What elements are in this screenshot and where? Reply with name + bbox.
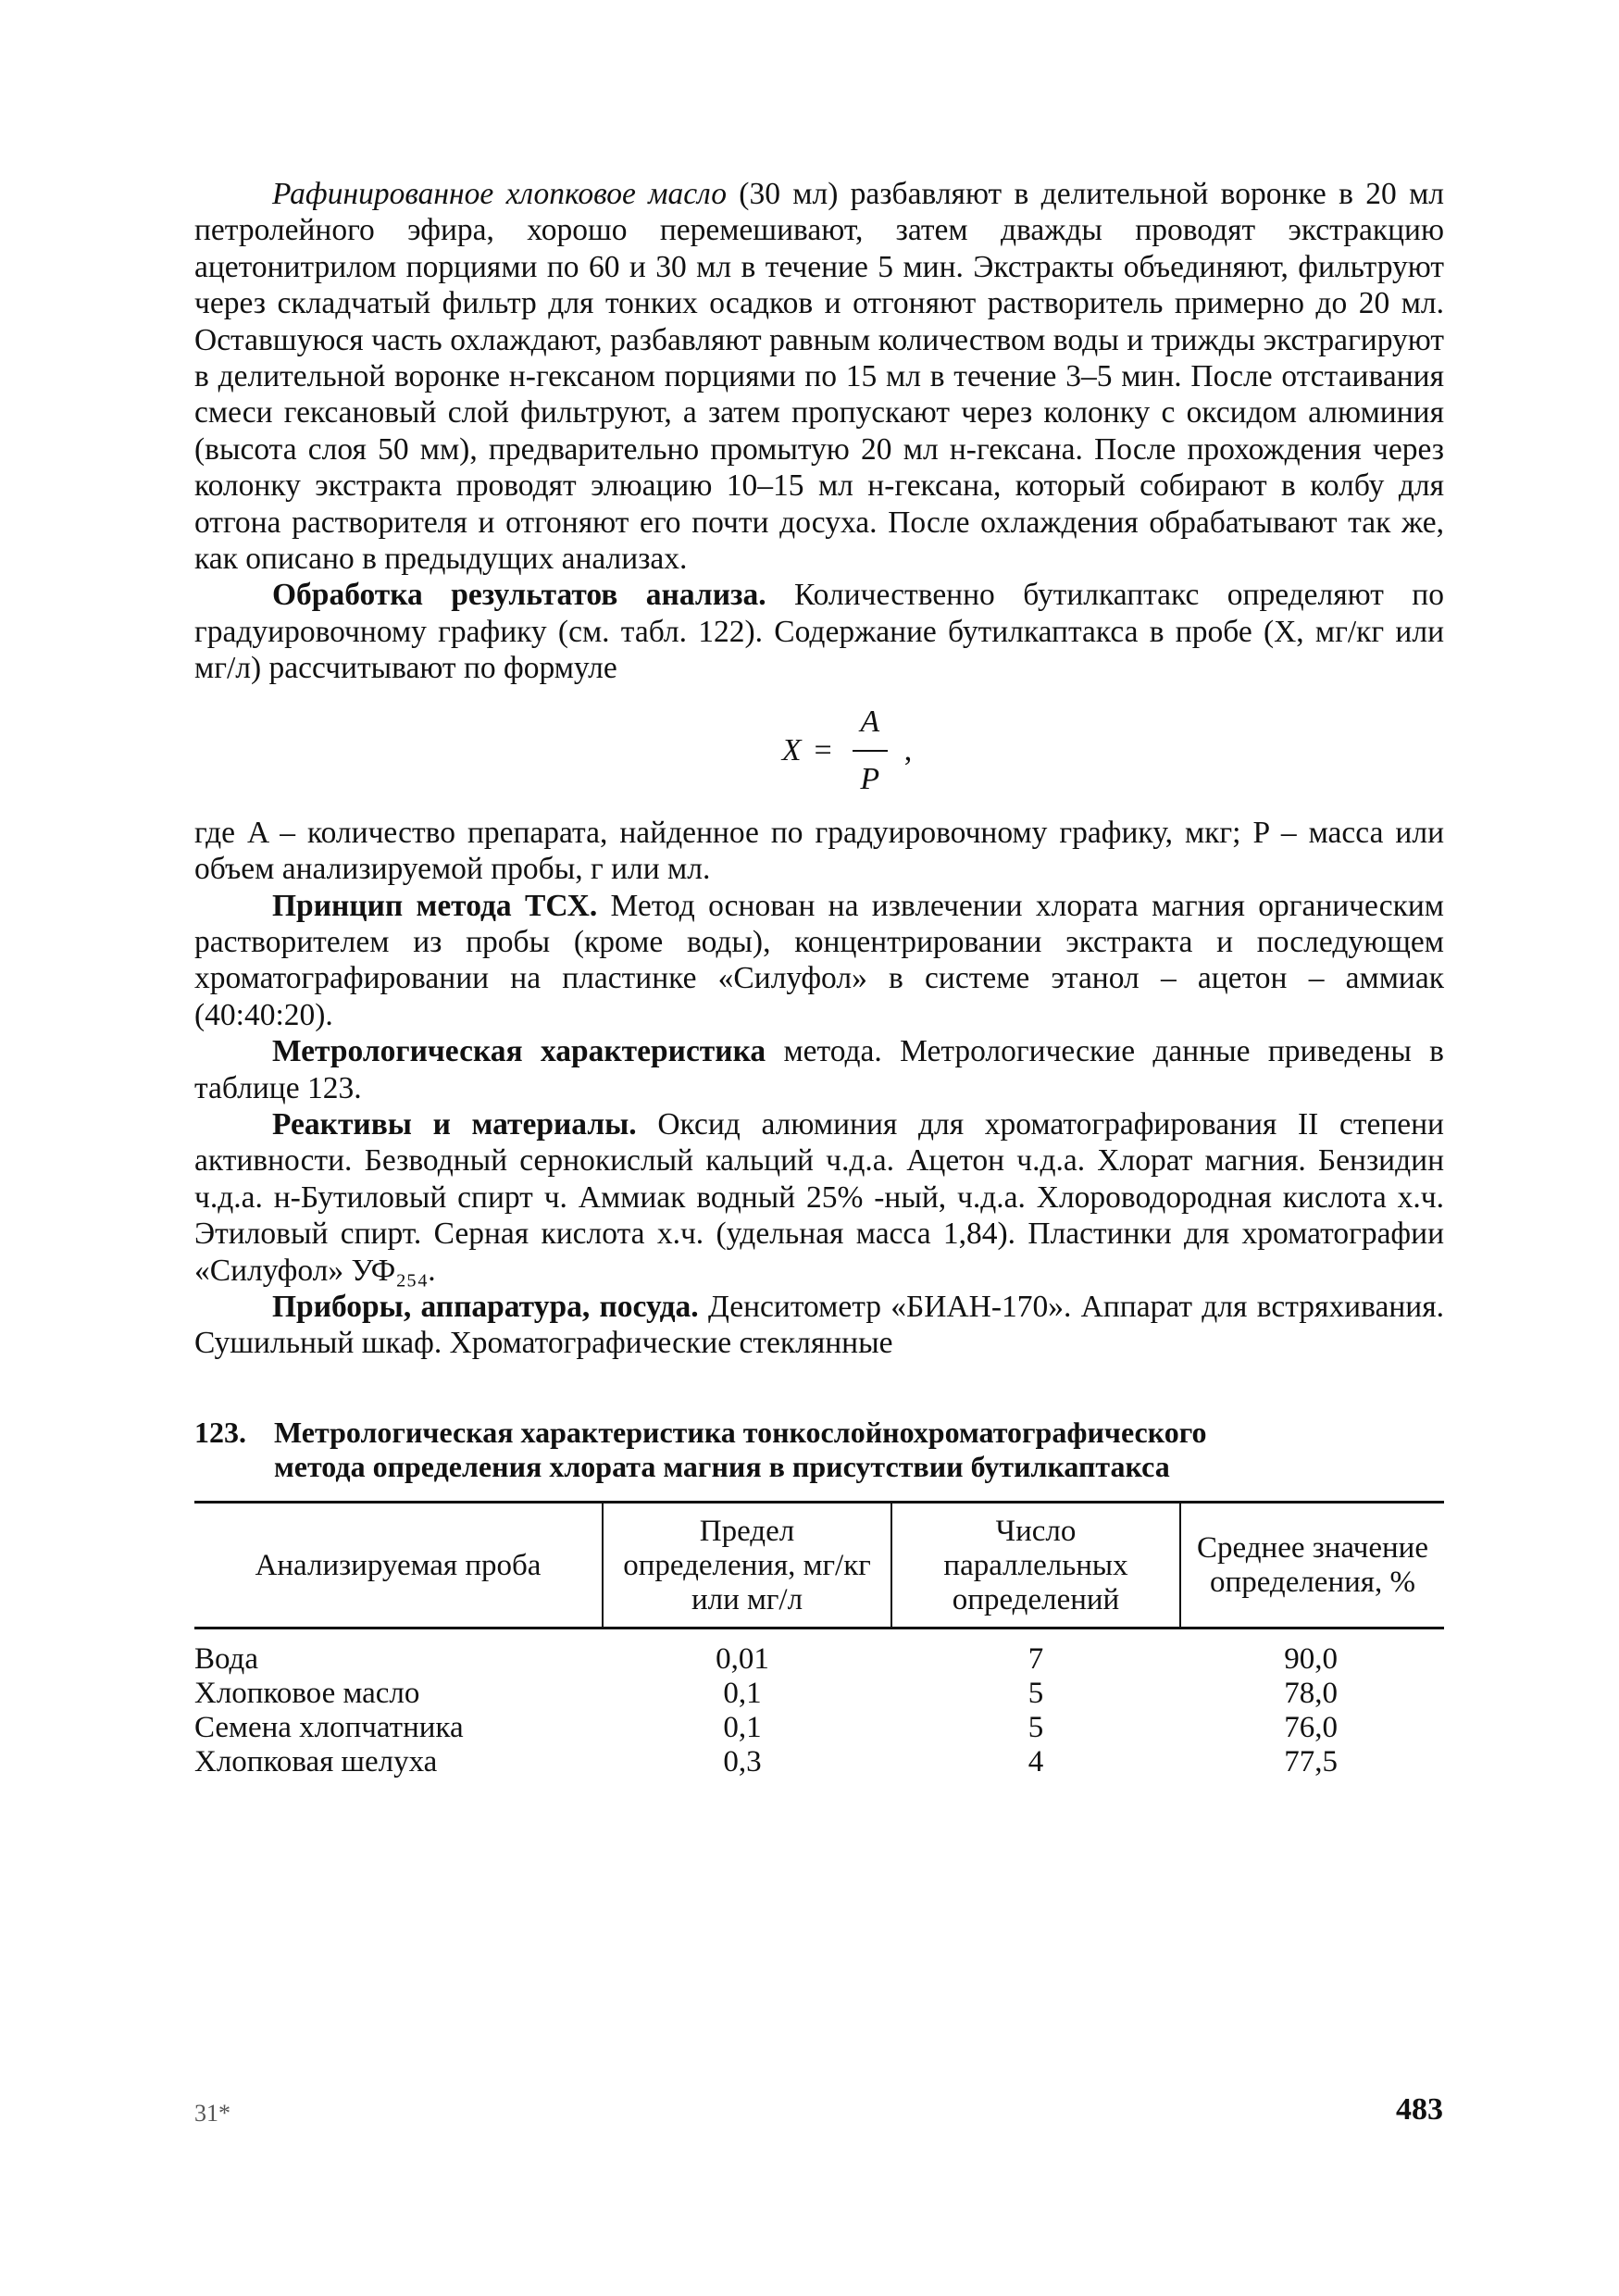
formula-numerator: A (860, 704, 880, 739)
formula-fraction (849, 704, 891, 798)
paragraph-text: метода. Метрологические данные приведены в таблице 123. (194, 1034, 1444, 1105)
cell-parallel-count: 5 (1027, 1676, 1044, 1710)
cell-parallel-count: 5 (1027, 1710, 1044, 1744)
page-number: 483 (1396, 2092, 1443, 2127)
table-title: Метрологическая характеристика тонкослойнохроматографического метода определения хлората магния в присутствии бутилкаптакса (274, 1415, 1207, 1483)
cell-detection-limit: 0,1 (723, 1676, 762, 1710)
fraction-bar (853, 750, 888, 752)
paragraph-lead: Приборы, аппаратура, посуда. (272, 1289, 699, 1324)
paragraph-lead: Метрологическая характеристика (272, 1034, 766, 1069)
page-body (194, 176, 1444, 1779)
paragraph-reagents (194, 1106, 1444, 1289)
formula-trail: , (903, 732, 913, 767)
cell-mean-value: 77,5 (1284, 1744, 1338, 1778)
cell-detection-limit: 0,1 (723, 1710, 762, 1744)
column-header-detection-limit: Предел определения, мг/кг или мг/л (603, 1502, 891, 1628)
formula-equals: = (814, 732, 832, 767)
table-row (194, 1677, 1444, 1711)
printer-signature-mark: 31* (194, 2100, 230, 2127)
table-row (194, 1628, 1444, 1677)
cell-sample: Хлопковое масло (194, 1676, 420, 1710)
metrology-table (194, 1501, 1444, 1779)
table-header-row (194, 1502, 1444, 1628)
paragraph-lead: Обработка результатов анализа. (272, 578, 766, 613)
cell-mean-value: 76,0 (1284, 1710, 1338, 1744)
column-header-sample: Анализируемая проба (194, 1502, 603, 1628)
cell-detection-limit: 0,01 (716, 1641, 769, 1676)
table-caption (194, 1416, 1444, 1484)
paragraph-text: Метод основан на извлечении хлората магния органическим растворителем из пробы (кроме воды), концентрировании экстракта и последующем хроматографировании на пластинке «Силуфол» в системе этанол – ацетон – аммиак (40:40:20). (194, 888, 1444, 1032)
formula-denominator: P (860, 761, 880, 796)
cell-mean-value: 78,0 (1284, 1676, 1338, 1710)
paragraph-refined-oil (194, 176, 1444, 577)
cell-sample: Вода (194, 1641, 258, 1676)
paragraph-metrology (194, 1033, 1444, 1106)
cell-parallel-count: 4 (1027, 1744, 1044, 1778)
paragraph-where: где A – количество препарата, найденное по градуировочному графику, мкг; P – масса или объем анализируемой пробы, г или мл. (194, 815, 1444, 887)
formula-lhs: X (781, 732, 802, 767)
cell-parallel-count: 7 (1027, 1641, 1044, 1676)
paragraph-text: Количественно бутилкаптакс определяют по градуировочному графику (см. табл. 122). Содержание бутилкаптакса в пробе (X, мг/кг или мг/л) рассчитывают по формуле (194, 578, 1444, 686)
paragraph-lead: Принцип метода ТСХ. (272, 888, 598, 923)
paragraph-tlc-principle (194, 888, 1444, 1034)
paragraph-text: Денситометр «БИАН-170». Аппарат для встряхивания. Сушильный шкаф. Хроматографические стеклянные (194, 1289, 1444, 1361)
formula (250, 687, 1444, 815)
cell-sample: Семена хлопчатника (194, 1710, 464, 1744)
column-header-mean-value: Среднее значение определения, % (1180, 1502, 1444, 1628)
table-row (194, 1711, 1444, 1745)
paragraph-text: Оксид алюминия для хроматографирования II степени активности. Безводный сернокислый кальций ч.д.а. Ацетон ч.д.а. Хлорат магния. Бензидин ч.д.а. н-Бутиловый спирт ч. Аммиак водный 25% -ный, ч.д.а. Хлороводородная кислота х.ч. Этиловый спирт. Серная кислота х.ч. (удельная масса 1,84). Пластинки для хроматографии «Силуфол» УФ₂₅₄. (194, 1106, 1444, 1288)
paragraph-equipment (194, 1289, 1444, 1362)
column-header-parallel-count: Число параллельных определений (891, 1502, 1180, 1628)
paragraph-lead: Рафинированное хлопковое масло (272, 177, 727, 211)
table-number: 123. (194, 1415, 246, 1449)
cell-mean-value: 90,0 (1284, 1641, 1338, 1676)
paragraph-text: (30 мл) разбавляют в делительной воронке в 20 мл петролейного эфира, хорошо перемешивают, затем дважды проводят экстракцию ацетонитрилом порциями по 60 и 30 мл в течение 5 мин. Экстракты объединяют, фильтруют через складчатый фильтр для тонких осадков и отгоняют растворитель примерно до 20 мл. Оставшуюся часть охлаждают, разбавляют равным количеством воды и трижды экстрагируют в делительной воронке н-гексаном порциями по 15 мл в течение 3–5 мин. После отстаивания смеси гексановый слой фильтруют, а затем пропускают через колонку с оксидом алюминия (высота слоя 50 мм), предварительно промытую 20 мл н-гексана. После прохождения через колонку экстракта проводят элюацию 10–15 мл н-гексана, который собирают в колбу для отгона растворителя и отгоняют его почти досуха. После охлаждения обрабатывают так же, как описано в предыдущих анализах. (194, 177, 1444, 577)
cell-detection-limit: 0,3 (723, 1744, 762, 1778)
table-row (194, 1745, 1444, 1779)
paragraph-lead: Реактивы и материалы. (272, 1106, 637, 1142)
paragraph-results-processing (194, 577, 1444, 686)
cell-sample: Хлопковая шелуха (194, 1744, 438, 1778)
